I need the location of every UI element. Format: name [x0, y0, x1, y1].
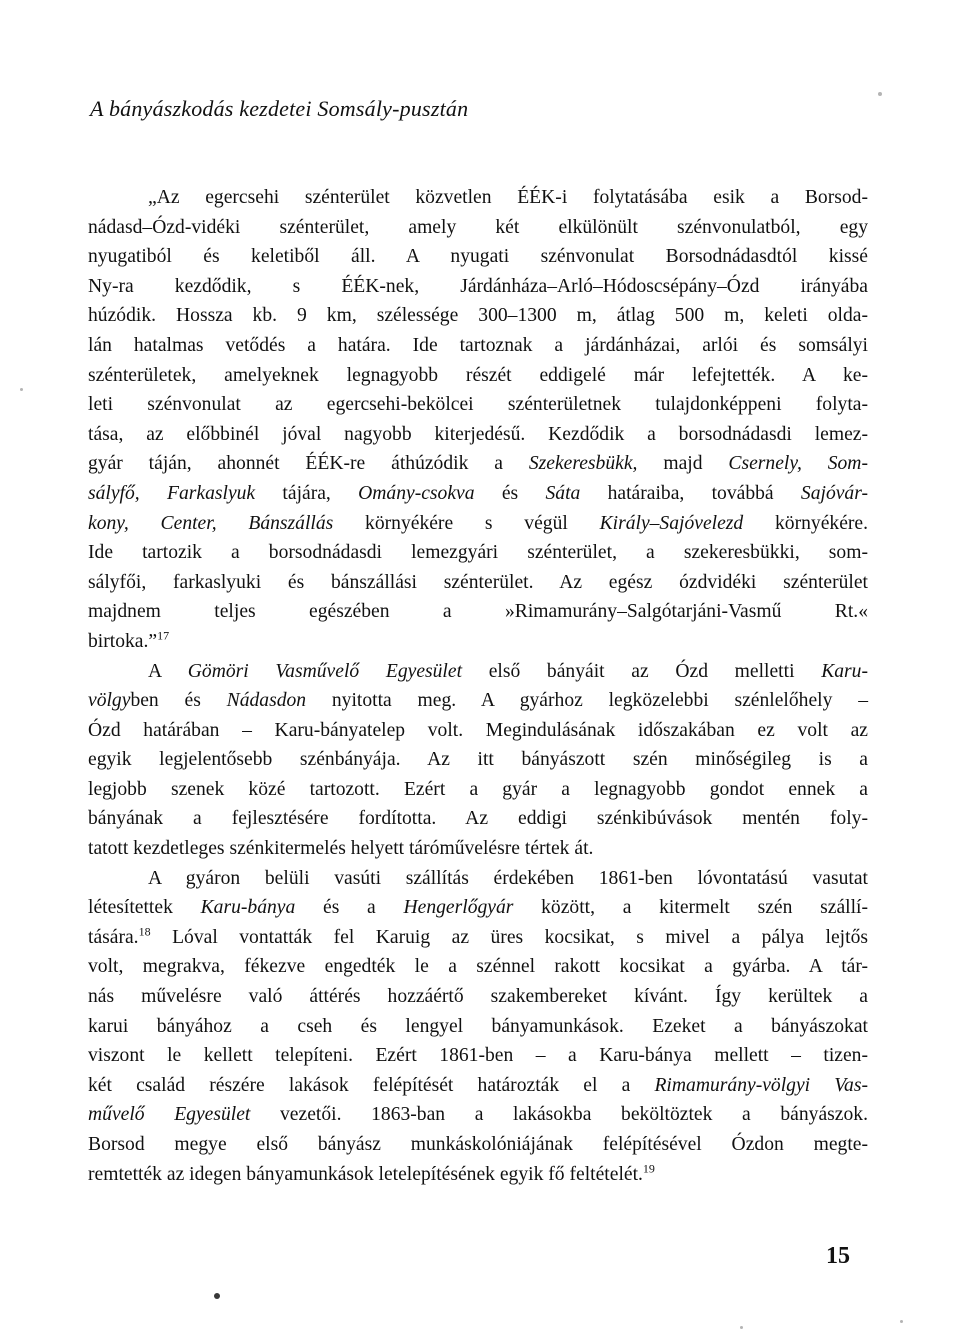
- text-segment: és: [474, 482, 546, 504]
- text-line: [88, 657, 868, 687]
- text-segment: Lóval vontatták fel Karuig az üres kocsikat, s mivel a pálya lejtős: [150, 926, 868, 948]
- italic-text: Csernely, Som-: [728, 453, 868, 475]
- text-line: [88, 479, 868, 509]
- text-line: [88, 775, 868, 805]
- text-segment: nyitotta meg. A gyárhoz legközelebbi szénlelőhely –: [306, 690, 868, 712]
- text-line: [88, 213, 868, 243]
- text-line: [88, 331, 868, 361]
- text-line: [88, 804, 868, 834]
- text-segment: karui bányához a cseh és lengyel bányamunkások. Ezeket a bányászokat: [88, 1015, 868, 1037]
- italic-text: Szekeresbükk,: [528, 453, 638, 475]
- text-line: [88, 390, 868, 420]
- text-segment: között, a kitermelt szén szállí-: [513, 897, 868, 919]
- text-line: [88, 893, 868, 923]
- text-segment: nádasd–Ózd-vidéki szénterület, amely két elkülönült szénvonulatból, egy: [88, 216, 868, 238]
- text-segment: nyugatiból és keletiből áll. A nyugati szénvonulat Borsodnádasdtól kissé: [88, 246, 868, 268]
- text-segment: környékére s végül: [333, 512, 600, 534]
- scan-speck: [900, 1320, 903, 1323]
- text-line: [88, 1071, 868, 1101]
- italic-text: Karu-bánya: [200, 897, 296, 919]
- text-segment: Ide tartozik a borsodnádasdi lemezgyári szénterület, a szekeresbükki, som-: [88, 542, 868, 564]
- text-line: [88, 627, 868, 657]
- text-segment: környékére.: [743, 512, 869, 534]
- text-line: [88, 923, 868, 953]
- text-segment: tása, az előbbinél jóval nagyobb kiterjedésű. Kezdődik a borsodnádasdi lemez-: [88, 423, 868, 445]
- text-segment: nás művelésre való áttérés hozzáértő szakembereket kívánt. Így kerültek a: [88, 986, 868, 1008]
- text-segment: lán hatalmas vetődés a határa. Ide tartoznak a járdánházai, arlói és somsályi: [88, 334, 868, 356]
- text-line: [88, 834, 868, 864]
- text-segment: sályfői, farkaslyuki és bánszállási szénterület. Az egész ózdvidéki szénterület: [88, 571, 868, 593]
- italic-text: Rimamurány-völgyi Vas-: [654, 1074, 868, 1096]
- italic-text: Gömöri Vasművelő Egyesület: [187, 660, 463, 682]
- page-number: 15: [826, 1243, 850, 1269]
- text-line: [88, 745, 868, 775]
- scan-speck: [740, 1326, 743, 1329]
- italic-text: sályfő, Farkaslyuk: [88, 482, 256, 504]
- text-segment: ben és: [130, 690, 227, 712]
- text-segment: tására.: [88, 926, 139, 948]
- text-segment: remtették az idegen bányamunkások letelepítésének egyik fő feltételét.: [88, 1163, 643, 1185]
- text-segment: első bányáit az Ózd melletti: [462, 660, 822, 682]
- footnote-reference: 18: [138, 924, 151, 939]
- text-segment: bányának a fejlesztésére fordította. Az eddigi szénkibúvások mentén foly-: [88, 808, 868, 830]
- text-line: [88, 449, 868, 479]
- text-segment: létesítettek: [88, 897, 201, 919]
- scan-speck: [20, 388, 23, 391]
- text-segment: tatott kezdetleges szénkitermelés helyett táróművelésre tértek át.: [88, 838, 594, 860]
- text-line: [88, 716, 868, 746]
- italic-text: Omány-csokva: [358, 482, 475, 504]
- text-segment: majdnem teljes egészében a »Rimamurány–Salgótarjáni-Vasmű Rt.«: [88, 601, 868, 623]
- text-segment: majd: [637, 453, 729, 475]
- text-line: [88, 361, 868, 391]
- text-line: [88, 686, 868, 716]
- italic-text: művelő Egyesület: [88, 1104, 251, 1126]
- text-line: [88, 1041, 868, 1071]
- text-line: [88, 509, 868, 539]
- text-segment: vezetői. 1863-ban a lakásokba beköltöztek a bányászok.: [250, 1104, 868, 1126]
- text-segment: viszont le kellett telepíteni. Ezért 1861-ben – a Karu-bánya mellett – tizen-: [88, 1045, 868, 1067]
- scan-speck: [878, 92, 882, 96]
- italic-text: völgy: [88, 690, 131, 712]
- text-line: [88, 982, 868, 1012]
- italic-text: Hengerlőgyár: [403, 897, 514, 919]
- italic-text: kony, Center, Bánszállás: [88, 512, 334, 534]
- text-line: [88, 272, 868, 302]
- text-segment: Ózd határában – Karu-bányatelep volt. Megindulásának időszakában ez volt az: [88, 719, 868, 741]
- italic-text: Nádasdon: [226, 690, 307, 712]
- text-segment: egyik legjelentősebb szénbányája. Az itt bányászott szén minőségileg is a: [88, 749, 868, 771]
- text-line: [88, 568, 868, 598]
- scan-speck: [214, 1293, 220, 1299]
- text-line: [88, 952, 868, 982]
- body-text: [88, 183, 868, 1189]
- text-segment: A: [148, 660, 188, 682]
- text-segment: birtoka.”: [88, 630, 158, 652]
- text-segment: szénterületek, amelyeknek legnagyobb részét eddigelé már lefejtették. A ke-: [88, 364, 868, 386]
- italic-text: Sajóvár-: [800, 482, 868, 504]
- text-line: [88, 597, 868, 627]
- text-segment: A gyáron belüli vasúti szállítás érdekében 1861-ben lóvontatású vasutat: [148, 867, 868, 889]
- text-line: [88, 1160, 868, 1190]
- text-segment: tájára,: [255, 482, 359, 504]
- text-line: [88, 1012, 868, 1042]
- text-line: [88, 183, 868, 213]
- text-segment: legjobb szenek közé tartozott. Ezért a gyár a legnagyobb gondot ennek a: [88, 778, 868, 800]
- text-line: [88, 420, 868, 450]
- text-segment: Borsod megye első bányász munkáskolóniájának felépítésével Ózdon megte-: [88, 1134, 868, 1155]
- text-segment: gyár táján, ahonnét ÉÉK-re áthúzódik a: [88, 453, 529, 475]
- text-segment: „Az egercsehi szénterület közvetlen ÉÉK-i folytatásába esik a Borsod-: [148, 187, 868, 208]
- text-segment: volt, megrakva, fékezve engedték le a szénnel rakott kocsikat a gyárba. A tár-: [88, 956, 868, 978]
- page-title: A bányászkodás kezdetei Somsály-pusztán: [90, 96, 469, 121]
- footnote-reference: 17: [157, 628, 170, 643]
- text-segment: határaiba, továbbá: [580, 482, 801, 504]
- text-line: [88, 242, 868, 272]
- text-line: [88, 1130, 868, 1160]
- text-segment: húzódik. Hossza kb. 9 km, szélessége 300–1300 m, átlag 500 m, keleti olda-: [88, 305, 868, 327]
- italic-text: Király–Sajóvelezd: [599, 512, 744, 534]
- text-line: [88, 864, 868, 894]
- text-segment: két család részére lakások felépítését határozták el a: [88, 1074, 655, 1096]
- footnote-reference: 19: [642, 1161, 655, 1176]
- text-line: [88, 1100, 868, 1130]
- text-segment: és a: [295, 897, 404, 919]
- italic-text: Karu-: [821, 660, 869, 682]
- text-segment: Ny-ra kezdődik, s ÉÉK-nek, Járdánháza–Arló–Hódoscsépány–Ózd irányába: [88, 275, 868, 297]
- text-segment: leti szénvonulat az egercsehi-bekölcei szénterületnek tulajdonképpeni folyta-: [88, 394, 868, 416]
- italic-text: Sáta: [545, 482, 581, 504]
- text-line: [88, 301, 868, 331]
- text-line: [88, 538, 868, 568]
